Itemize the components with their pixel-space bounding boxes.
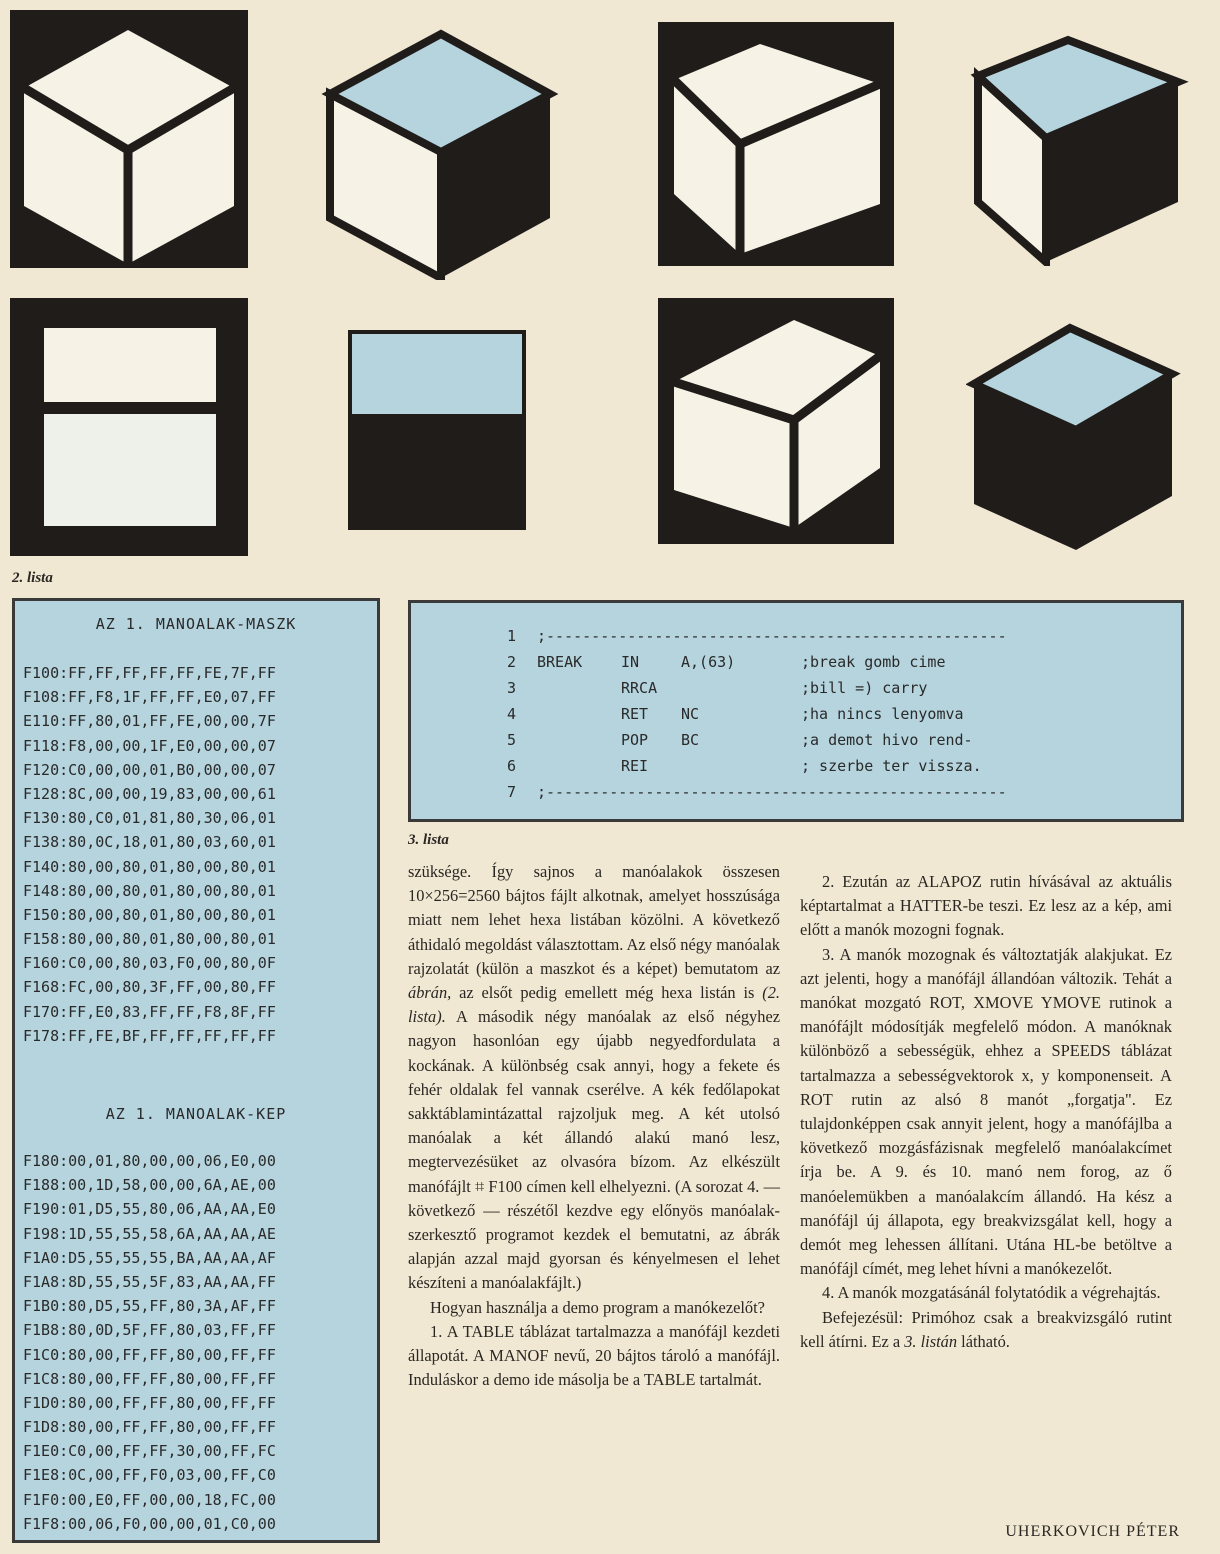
text-run: Befejezésül: Primóhoz csak a breakvizsgáló rutint kell átírni. Ez a: [800, 1307, 1172, 1351]
hex-line: F190:01,D5,55,80,06,AA,AA,E0: [23, 1200, 276, 1219]
article-column-1: [408, 860, 780, 1392]
code-opcode: IN: [621, 653, 640, 671]
cube-image-2: [970, 30, 1190, 266]
hex-line: F130:80,C0,01,81,80,30,06,01: [23, 809, 276, 828]
hex-line: F188:00,1D,58,00,00,6A,AE,00: [23, 1176, 276, 1195]
code-line-number: 2: [507, 653, 517, 671]
text-run: szüksége. Így sajnos a manóalakok összesen 10×256=2560 bájtos fájlt alkotnak, amelyet hosszúsága miatt nem lehet hexa listában közölni. A következő áthidaló megoldást választottam. Az első négy manóalak rajzolatát (külön a maszkot és a képet) bemutatom az: [408, 862, 780, 978]
hex-line: F108:FF,F8,1F,FF,FF,E0,07,FF: [23, 688, 276, 707]
code-line: [411, 679, 1181, 703]
code-line-number: 1: [507, 627, 517, 645]
hex-line: F1D8:80,00,FF,FF,80,00,FF,FF: [23, 1418, 276, 1437]
hex-line: F138:80,0C,18,01,80,03,60,01: [23, 833, 276, 852]
code-line: [411, 731, 1181, 755]
code-listing: [408, 600, 1184, 822]
hex-line: F118:F8,00,00,1F,E0,00,00,07: [23, 736, 276, 755]
hex-line: F128:8C,00,00,19,83,00,00,61: [23, 784, 276, 803]
code-operand: NC: [681, 705, 700, 723]
hex-line: F1F8:00,06,F0,00,00,01,C0,00: [23, 1514, 276, 1533]
code-line-number: 3: [507, 679, 517, 697]
hex-line: F140:80,00,80,01,80,00,80,01: [23, 857, 276, 876]
hex-line: F1B8:80,0D,5F,FF,80,03,FF,FF: [23, 1321, 276, 1340]
text-run: A második négy manóalak az első négyhez nagyon hasonlóan egy újabb negyedfordulata a kockának. A különbség csak annyi, hogy a fekete és fehér oldalak fel vannak cserélve. A kék fedőlapokat sakktáblamintázattal rajzoljuk meg. A két utolsó manóalak a két állandó alakú manó lesz, megtervezésüket az olvasóra bízom. Az elkészült manófájlt ⌗ F100 címen kell elhelyezni. (A sorozat 4. — következő — részétől kezdve egy előnyös manóalak-szerkesztő programot kezdek el bemutatni, az ábrák alapján azzal majd gyorsan és kényelmesen el lehet készíteni a manóalakfájlt.): [408, 1007, 780, 1293]
paragraph: [800, 1306, 1172, 1354]
hex-line: F180:00,01,80,00,00,06,E0,00: [23, 1152, 276, 1170]
mask-hex-lines: [23, 661, 276, 1048]
hex-line: F1B0:80,D5,55,FF,80,3A,AF,FF: [23, 1297, 276, 1316]
mask-title: AZ 1. MANOALAK-MASZK: [95, 615, 297, 633]
author-name: UHERKOVICH PÉTER: [1005, 1523, 1180, 1540]
hex-line: F1E8:0C,00,FF,F0,03,00,FF,C0: [23, 1466, 276, 1485]
code-line: [411, 627, 1181, 651]
hex-line: F1E0:C0,00,FF,FF,30,00,FF,FC: [23, 1442, 276, 1461]
hex-line: F1C8:80,00,FF,FF,80,00,FF,FF: [23, 1369, 276, 1388]
code-line: [411, 757, 1181, 781]
hex-line: F150:80,00,80,01,80,00,80,01: [23, 905, 276, 924]
code-comment: ;bill =) carry: [801, 679, 928, 697]
paragraph: 2. Ezután az ALAPOZ rutin hívásával az aktuális képtartalmat a HATTER-be teszi. Ez lesz az a kép, ami előtt a manók mozogni fognak.: [800, 872, 1172, 940]
text-run: az elsőt pedig emellett még hexa listán is: [459, 983, 755, 1003]
paragraph: Hogyan használja a demo program a manókezelőt?: [430, 1297, 765, 1317]
paragraph: [408, 860, 780, 1296]
code-line-number: 7: [507, 783, 517, 801]
cube-mask-4: [658, 298, 894, 544]
hex-line: F1D0:80,00,FF,FF,80,00,FF,FF: [23, 1393, 276, 1412]
code-line: [411, 783, 1181, 807]
code-operand: A,(63): [681, 653, 736, 671]
hex-line: F170:FF,E0,83,FF,FF,F8,8F,FF: [23, 1002, 276, 1021]
code-line: [411, 653, 1181, 677]
text-run: (2. lista).: [408, 983, 780, 1027]
text-run: 3. listán: [904, 1331, 958, 1351]
code-line-number: 4: [507, 705, 517, 723]
code-line-number: 6: [507, 757, 517, 775]
code-label: BREAK: [537, 653, 583, 671]
code-comment: ;break gomb cime: [801, 653, 946, 671]
hex-line: F198:1D,55,55,58,6A,AA,AA,AE: [23, 1224, 276, 1243]
hex-line: F168:FC,00,80,3F,FF,00,80,FF: [23, 978, 276, 997]
code-label: ;---------------------------------------------------: [537, 783, 1007, 801]
caption-list-2: 2. lista: [12, 570, 53, 586]
hex-line: F120:C0,00,00,01,B0,00,00,07: [23, 760, 276, 779]
cube-mask-2: [658, 22, 894, 266]
hex-line: F158:80,00,80,01,80,00,80,01: [23, 930, 276, 949]
cube-figure: [0, 0, 1220, 560]
code-line-number: 5: [507, 731, 517, 749]
hex-line: F1C0:80,00,FF,FF,80,00,FF,FF: [23, 1345, 276, 1364]
hex-line: E110:FF,80,01,FF,FE,00,00,7F: [23, 712, 276, 731]
paragraph: 3. A manók mozognak és változtatják alakjukat. Ez azt jelenti, hogy a manófájl állandóan változik. Tehát a manókat mozgató ROT, XMOVE YMOVE rutinok a manófájlt módosítják megfelelő módon. A manóknak különböző a sebességük, ehhez a SPEEDS táblázat tartalmazza a sebességvektorok x, y komponenseit. A ROT rutin az alsó 8 manót „forgatja". Ez tulajdonképpen csak annyit jelent, hogy a manófájlba a következő mozgásfázisnak megfelelő manóalakcímet írja be. A 9. és 10. manó nem forog, az ő manóelemükben a manóalakcím állandó. Ha kész a manófájl új állapota, egy breakvizsgálat kell, hogy a demót meg lehessen állítani. Utána HL-be betöltve a manófájl címét, meg lehet hívni a manókezelőt.: [800, 944, 1172, 1279]
hex-line: F178:FF,FE,BF,FF,FF,FF,FF,FF: [23, 1026, 276, 1045]
code-opcode: REI: [621, 757, 649, 775]
code-opcode: RET: [621, 705, 649, 723]
paragraph: 1. A TABLE táblázat tartalmazza a manófájl kezdeti állapotát. A MANOF nevű, 20 bájtos tároló a manófájl. Induláskor a demo ide másolja be a TABLE tartalmát.: [408, 1321, 780, 1390]
hex-line: F100:FF,FF,FF,FF,FF,FE,7F,FF: [23, 664, 276, 682]
text-run: ábrán,: [408, 983, 452, 1003]
cube-mask-3: [10, 298, 248, 556]
text-run: látható.: [961, 1331, 1010, 1351]
cube-image-3: [348, 330, 526, 530]
paragraph: 4. A manók mozgatásánál folytatódik a végrehajtás.: [822, 1283, 1161, 1303]
code-operand: BC: [681, 731, 700, 749]
code-comment: ;ha nincs lenyomva: [801, 705, 964, 723]
code-opcode: RRCA: [621, 679, 658, 697]
hex-listing: [12, 598, 380, 1543]
hex-line: F1A0:D5,55,55,55,BA,AA,AA,AF: [23, 1248, 276, 1267]
cube-mask-1: [10, 10, 248, 268]
caption-list-3: 3. lista: [408, 832, 449, 848]
cube-image-1: [318, 18, 564, 280]
cube-image-4: [966, 320, 1184, 552]
code-label: ;---------------------------------------------------: [537, 627, 1007, 645]
code-comment: ;a demot hivo rend-: [801, 731, 973, 749]
code-comment: ; szerbe ter vissza.: [801, 757, 982, 775]
image-hex-lines: [23, 1149, 276, 1536]
hex-line: F1A8:8D,55,55,5F,83,AA,AA,FF: [23, 1272, 276, 1291]
code-opcode: POP: [621, 731, 649, 749]
article-column-2: [800, 870, 1172, 1354]
hex-line: F160:C0,00,80,03,F0,00,80,0F: [23, 954, 276, 973]
hex-line: F148:80,00,80,01,80,00,80,01: [23, 881, 276, 900]
hex-line: F1F0:00,E0,FF,00,00,18,FC,00: [23, 1490, 276, 1509]
code-line: [411, 705, 1181, 729]
image-title: AZ 1. MANOALAK-KEP: [105, 1105, 287, 1123]
